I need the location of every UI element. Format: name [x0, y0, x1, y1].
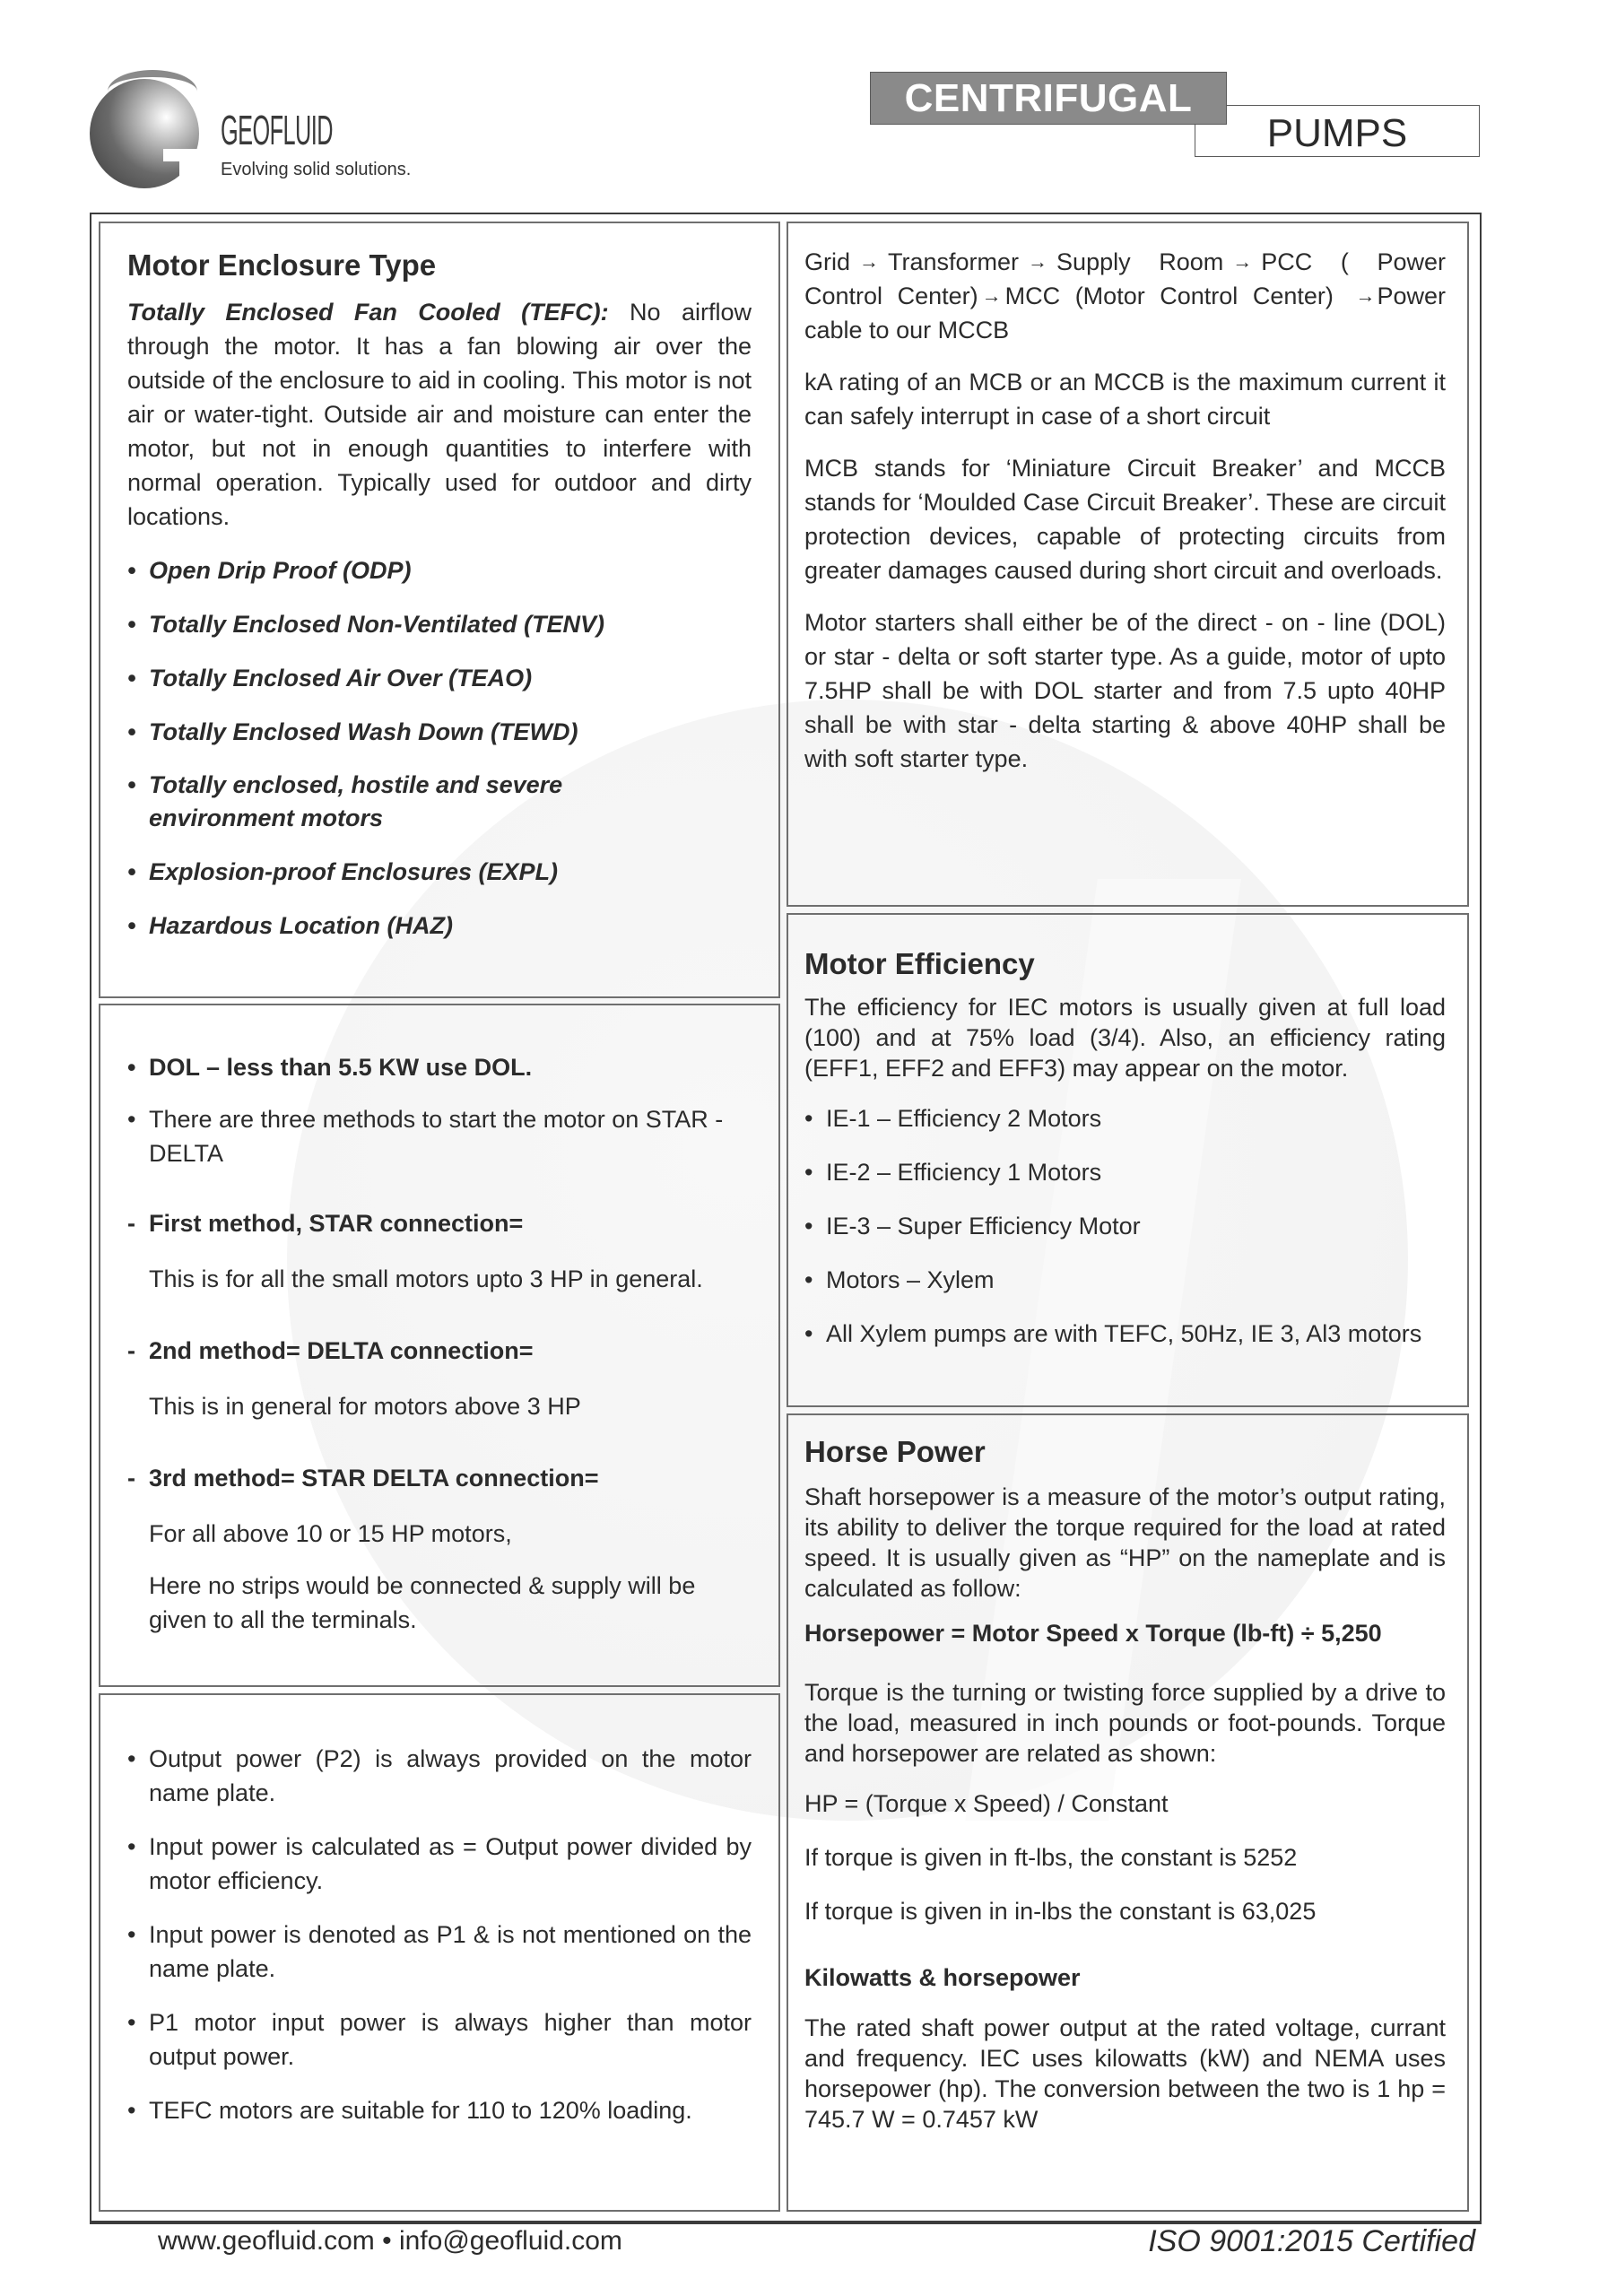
company-logo — [90, 70, 448, 196]
method2-text: This is in general for motors above 3 HP — [149, 1393, 581, 1420]
method3-text1: For all above 10 or 15 HP motors, — [149, 1520, 512, 1547]
brand-name: GEOFLUID — [221, 107, 333, 153]
footer-contact: www.geofluid.com • info@geofluid.com — [158, 2226, 622, 2256]
logo-t-stem — [179, 158, 199, 194]
horsepower-intro: Shaft horsepower is a measure of the motor’s output rating, its ability to deliver the torque required for the load at rated speed. It is usually given as “HP” on the nameplate and is calculated as follow: — [804, 1483, 1446, 1602]
title-centrifugal: CENTRIFUGAL — [870, 72, 1227, 125]
chain-grid: Grid — [804, 248, 851, 275]
mcb-text: MCB stands for ‘Miniature Circuit Breaker’ and MCCB stands for ‘Moulded Case Circuit Breaker’. These are circuit protection devices, capable of protecting circuits from greater damages caused during short circuit and overloads. — [804, 455, 1446, 584]
arrow-right-icon: → — [1355, 284, 1376, 307]
chain-supply-room: Supply Room — [1056, 248, 1224, 275]
supply-chain — [804, 245, 1446, 347]
arrow-right-icon: → — [981, 284, 1002, 307]
chain-pcc: PCC ( Power Control Center) — [804, 248, 1446, 309]
logo-arc — [108, 70, 197, 113]
ka-rating-text: kA rating of an MCB or an MCCB is the maximum current it can safely interrupt in case of a short circuit — [804, 369, 1446, 430]
method1-title: - First method, STAR connection= — [127, 1210, 524, 1237]
ftlbs-constant: If torque is given in ft-lbs, the constant is 5252 — [804, 1844, 1298, 1871]
horsepower-heading: Horse Power — [804, 1435, 986, 1468]
tefc-text: No airflow through the motor. It has a fan blowing air over the outside of the enclosure to aid in cooling. This motor is not air or water-tight. Outside air and moisture can enter the motor, but not in enough quantities to interfere with normal operation. Typically used for outdoor and dirty locations. — [127, 299, 752, 530]
arrow-right-icon: → — [1232, 250, 1253, 273]
list-item: • Input power is denoted as P1 & is not mentioned on the name plate. — [127, 1921, 752, 1982]
enclosure-type-section — [99, 222, 780, 998]
list-item: • TEFC motors are suitable for 110 to 120% loading. — [127, 2097, 692, 2124]
brand-tagline: Evolving solid solutions. — [221, 160, 412, 179]
kw-text: The rated shaft power output at the rated voltage, currant and frequency. IEC uses kilowatts (kW) and NEMA uses horsepower (hp). The conversion between the two is 1 hp = 745.7 W = 0.7457 kW — [804, 2014, 1446, 2133]
list-item: • Open Drip Proof (ODP) — [127, 557, 412, 584]
list-item: • P1 motor input power is always higher than motor output power. — [127, 2009, 752, 2070]
dol-bullet: • DOL – less than 5.5 KW use DOL. — [127, 1054, 533, 1081]
power-section — [99, 1693, 780, 2212]
efficiency-heading: Motor Efficiency — [804, 947, 1035, 980]
list-item: • Hazardous Location (HAZ) — [127, 912, 454, 939]
list-item: • Totally Enclosed Wash Down (TEWD) — [127, 718, 578, 745]
methods-bullet: • There are three methods to start the motor on STAR - DELTA — [127, 1106, 724, 1167]
list-item: • Output power (P2) is always provided on the motor name plate. — [127, 1745, 752, 1806]
inlbs-constant: If torque is given in in-lbs the constant is 63,025 — [804, 1898, 1317, 1925]
tefc-description — [127, 295, 752, 534]
torque-text: Torque is the turning or twisting force supplied by a drive to the load, measured in inch pounds or foot-pounds. Torque and horsepower are related as shown: — [804, 1679, 1446, 1767]
arrow-right-icon: → — [1028, 250, 1048, 273]
enclosure-type-list — [127, 553, 752, 943]
kw-heading: Kilowatts & horsepower — [804, 1964, 1081, 1991]
list-item: • Motors – Xylem — [804, 1266, 995, 1293]
starters-text: Motor starters shall either be of the direct - on - line (DOL) or star - delta or soft starter type. As a guide, motor of upto 7.5HP shall be with DOL starter and from 7.5 upto 40HP shall be with star - delta starting & above 40HP shall be with soft starter type. — [804, 609, 1446, 772]
horsepower-section — [787, 1413, 1469, 2212]
footer-certification: ISO 9001:2015 Certified — [1148, 2224, 1475, 2258]
list-item: • IE-2 – Efficiency 1 Motors — [804, 1159, 1102, 1186]
method3-title: - 3rd method= STAR DELTA connection= — [127, 1465, 599, 1492]
chain-power-cable: Power cable to our MCCB — [804, 283, 1446, 344]
title-pumps: PUMPS — [1195, 105, 1480, 157]
hp-formula: HP = (Torque x Speed) / Constant — [804, 1790, 1169, 1817]
list-item: • Input power is calculated as = Output power divided by motor efficiency. — [127, 1833, 752, 1894]
chain-mcc: MCC (Motor Control Center) — [1004, 283, 1334, 309]
efficiency-intro: The efficiency for IEC motors is usually given at full load (100) and at 75% load (3/4). Also, an efficiency rating (EFF1, EFF2 and EFF3) may appear on the motor. — [804, 994, 1446, 1082]
list-item: • Totally Enclosed Air Over (TEAO) — [127, 665, 533, 691]
horsepower-formula: Horsepower = Motor Speed x Torque (lb-ft) ÷ 5,250 — [804, 1620, 1382, 1647]
chain-transformer: Transformer — [888, 248, 1020, 275]
list-item: • All Xylem pumps are with TEFC, 50Hz, IE 3, Al3 motors — [804, 1320, 1422, 1347]
enclosure-heading: Motor Enclosure Type — [127, 248, 437, 282]
tefc-label: Totally Enclosed Fan Cooled (TEFC): — [127, 299, 609, 326]
list-item: • Explosion-proof Enclosures (EXPL) — [127, 858, 559, 885]
list-item: • Totally Enclosed Non-Ventilated (TENV) — [127, 611, 605, 638]
supply-section — [787, 222, 1469, 907]
arrow-right-icon: → — [859, 250, 880, 273]
method3-text2: Here no strips would be connected & supply will be given to all the terminals. — [149, 1572, 696, 1633]
efficiency-list — [804, 1101, 1446, 1351]
list-item: • IE-3 – Super Efficiency Motor — [804, 1213, 1141, 1239]
starting-methods-section — [99, 1004, 780, 1687]
method1-text: This is for all the small motors upto 3 HP in general. — [149, 1265, 703, 1292]
list-item: • IE-1 – Efficiency 2 Motors — [804, 1105, 1102, 1132]
method2-title: - 2nd method= DELTA connection= — [127, 1337, 534, 1364]
list-item: • Totally enclosed, hostile and severe environment motors — [127, 771, 563, 831]
efficiency-section — [787, 913, 1469, 1407]
